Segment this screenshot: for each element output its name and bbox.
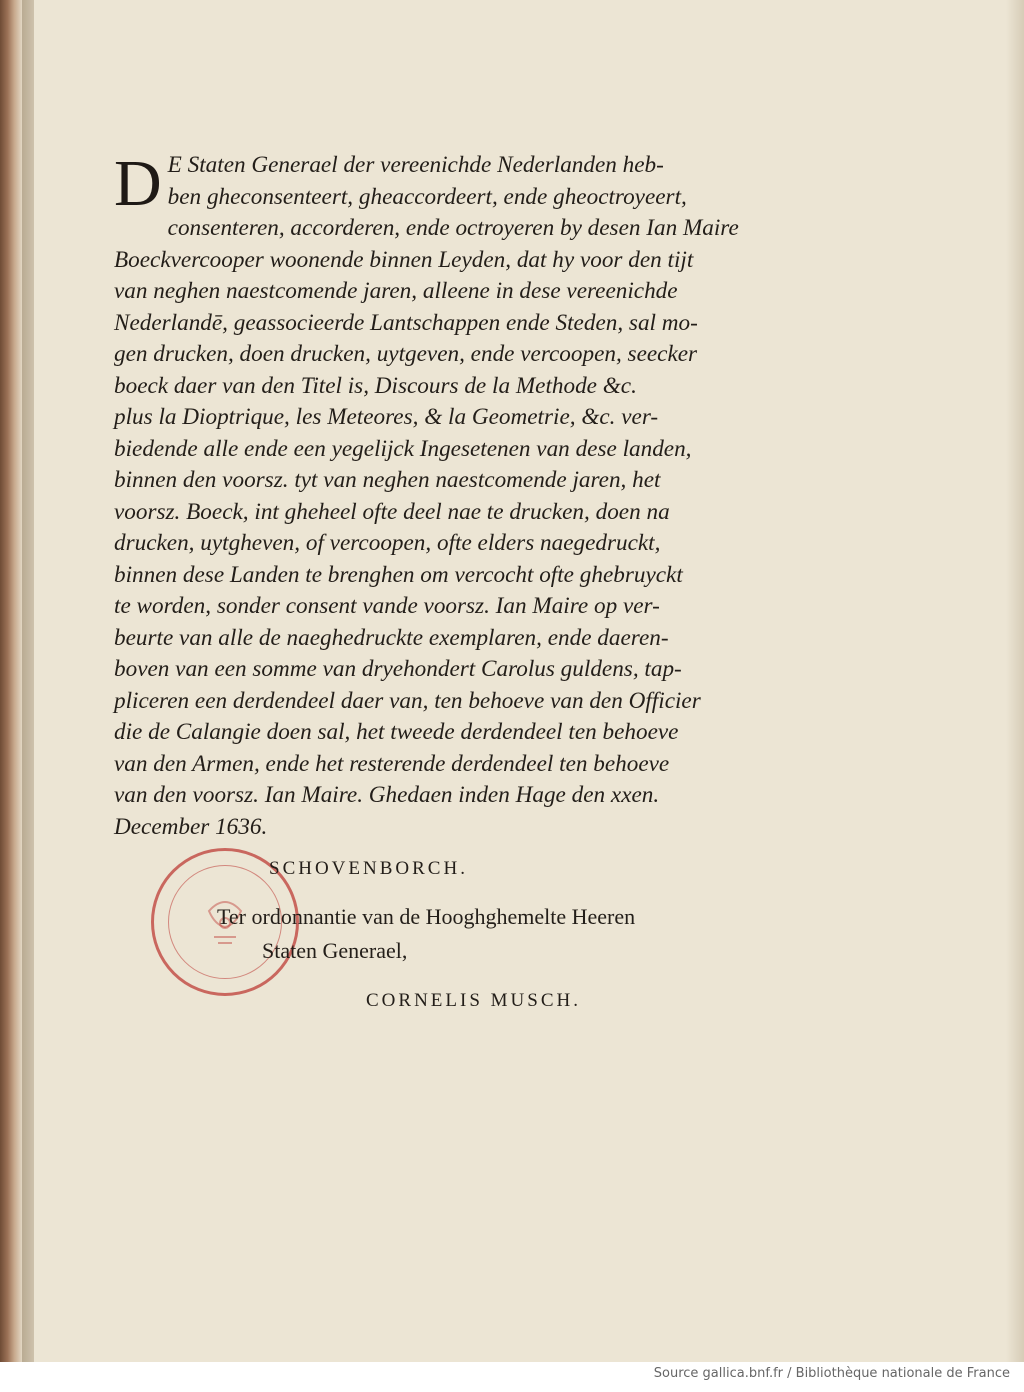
text-line: Nederlandē, geassocieerde Lantschappen ende Steden, sal mo- (114, 309, 698, 336)
drop-cap: D (114, 147, 162, 220)
signer-name: SCHOVENBORCH. (269, 858, 468, 879)
source-credit: Source gallica.bnf.fr / Bibliothèque nationale de France (653, 1366, 1010, 1381)
text-line: gen drucken, doen drucken, uytgeven, ende vercoopen, seecker (114, 341, 698, 367)
ordinance-text (217, 900, 635, 968)
text-line: van den Armen, ende het resterende derdendeel ten behoeve (114, 750, 670, 777)
text-line: plus la Dioptrique, les Meteores, & la Geometrie, &c. ver- (114, 404, 659, 430)
text-line: E Staten Generael der vereenichde Nederlanden heb- (167, 152, 664, 178)
text-line: te worden, sonder consent vande voorsz. Ian Maire op ver- (114, 593, 660, 619)
text-line: ben gheconsenteert, gheaccordeert, ende gheoctroyeert, (167, 183, 687, 210)
privilege-text (114, 147, 804, 843)
text-line: consenteren, accorderen, ende octroyeren by desen Ian Maire (167, 215, 739, 241)
secretary-name: CORNELIS MUSCH. (366, 990, 581, 1011)
text-line: December 1636. (114, 813, 268, 840)
text-line: beurte van alle de naeghedruckte exemplaren, ende daeren- (114, 624, 669, 651)
text-line: voorsz. Boeck, int gheheel ofte deel nae te drucken, doen na (114, 498, 670, 525)
text-line: binnen dese Landen te brenghen om vercocht ofte ghebruyckt (114, 561, 683, 588)
book-binding (0, 0, 22, 1362)
text-line: pliceren een derdendeel daer van, ten behoeve van den Officier (114, 687, 701, 714)
text-line: drucken, uytgheven, of vercoopen, ofte elders naegedruckt, (114, 530, 661, 556)
text-line: binnen den voorsz. tyt van neghen naestcomende jaren, het (114, 467, 661, 493)
text-line: Boeckvercooper woonende binnen Leyden, dat hy voor den tijt (114, 246, 694, 273)
text-line: boeck daer van den Titel is, Discours de la Methode &c. (114, 372, 637, 399)
ordinance-line: Ter ordonnantie van de Hooghghemelte Heeren (217, 904, 636, 929)
text-line: boven van een somme van dryehondert Carolus guldens, tap- (114, 656, 682, 682)
text-line: die de Calangie doen sal, het tweede derdendeel ten behoeve (114, 719, 679, 745)
text-line: van neghen naestcomende jaren, alleene in dese vereenichde (114, 278, 678, 304)
ordinance-line: Staten Generael, (262, 938, 408, 963)
text-line: van den voorsz. Ian Maire. Ghedaen inden Hage den xxen. (114, 782, 660, 808)
page-edge-shadow (1006, 0, 1024, 1362)
text-line: biedende alle ende een yegelijck Ingesetenen van dese landen, (114, 435, 692, 462)
